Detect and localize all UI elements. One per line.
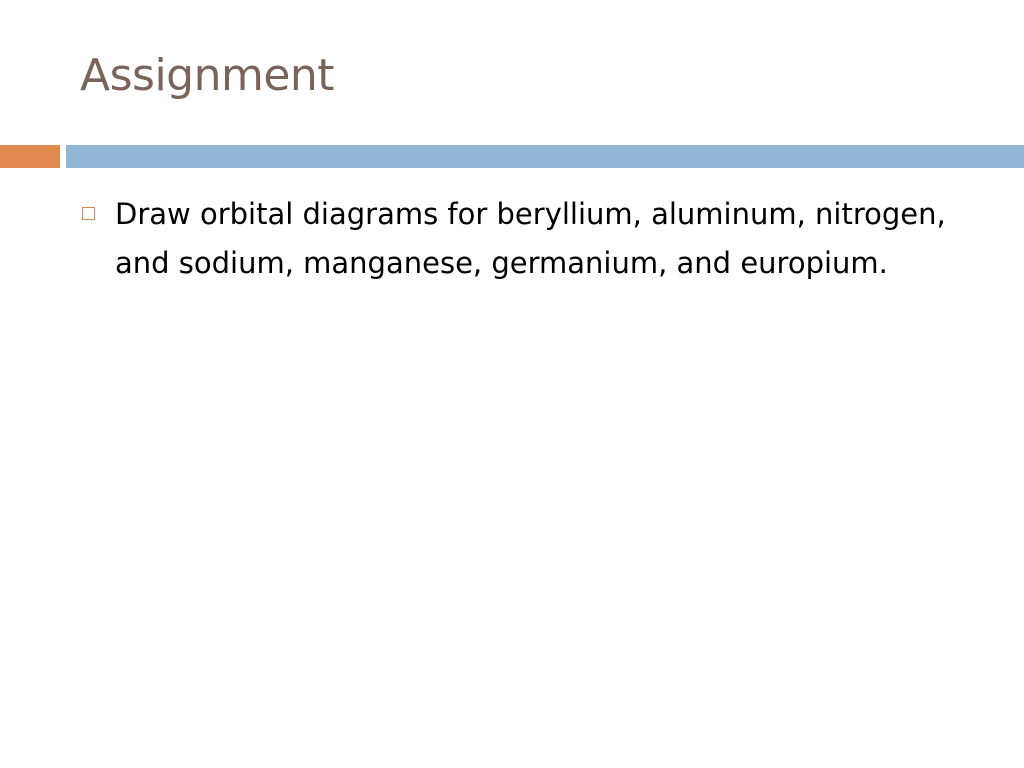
blue-accent-bar xyxy=(66,145,1024,168)
hollow-square-icon xyxy=(82,207,95,220)
list-item xyxy=(80,190,980,288)
orange-accent-bar xyxy=(0,145,60,168)
bullet-list xyxy=(80,190,980,288)
slide-title: Assignment xyxy=(80,50,335,101)
bullet-text: Draw orbital diagrams for beryllium, aluminum, nitrogen, and sodium, manganese, germanium, and europium. xyxy=(115,197,946,280)
